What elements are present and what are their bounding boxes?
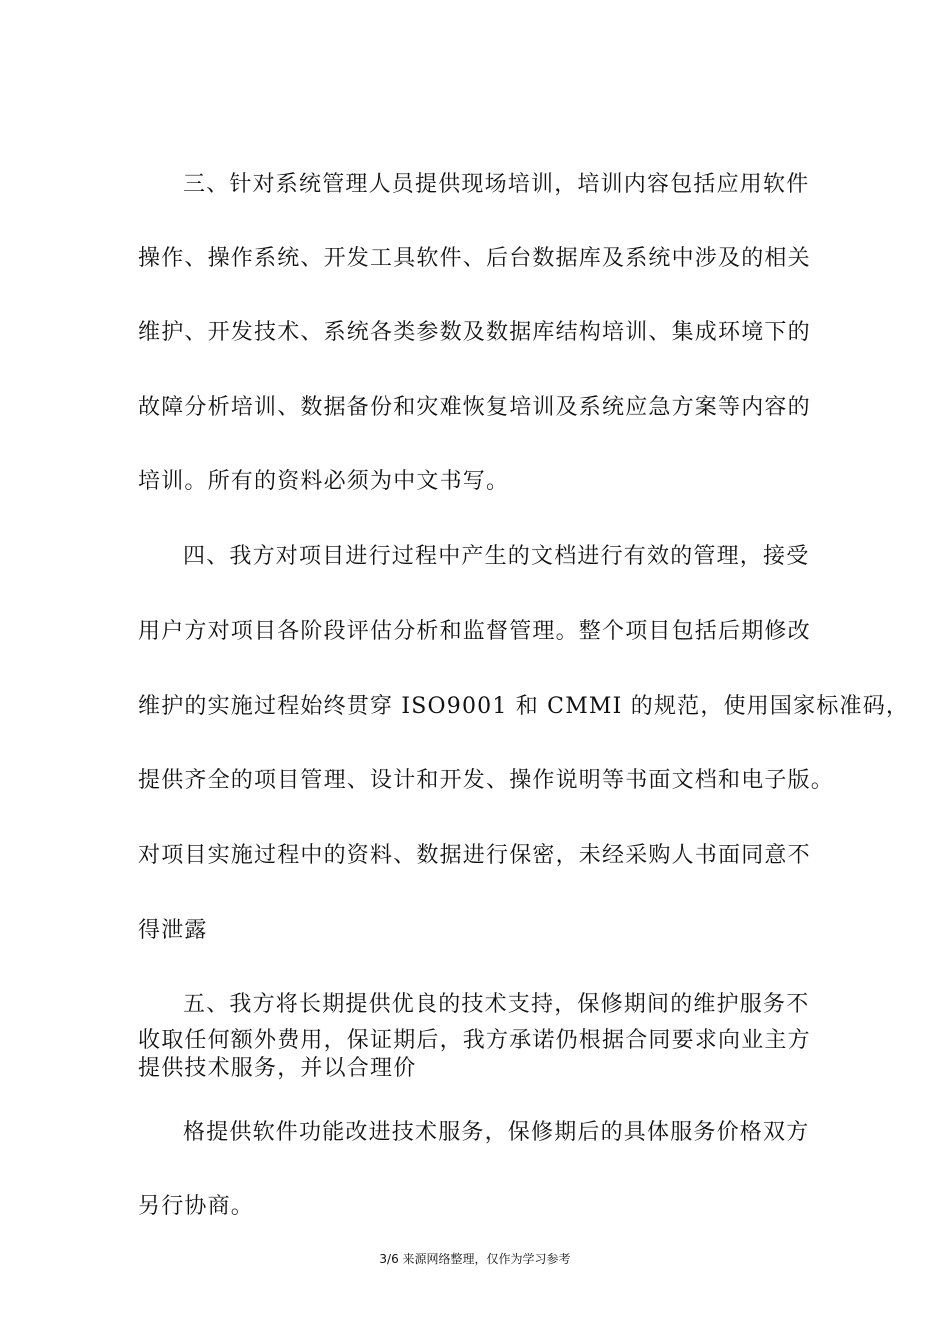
paragraph-5-line-2: 收取任何额外费用，保证期后，我方承诺仍根据合同要求向业主方 <box>138 1028 811 1053</box>
paragraph-4-line-4: 提供齐全的项目管理、设计和开发、操作说明等书面文档和电子版。 <box>138 768 835 793</box>
paragraph-4-line-6: 得泄露 <box>138 918 208 943</box>
paragraph-4-line-3: 维护的实施过程始终贯穿 ISO9001 和 CMMI 的规范，使用国家标准码， <box>138 694 910 719</box>
paragraph-5-line-3: 提供技术服务，并以合理价 <box>138 1056 417 1081</box>
paragraph-3-line-5: 培训。所有的资料必须为中文书写。 <box>138 469 510 494</box>
paragraph-3-line-4: 故障分析培训、数据备份和灾难恢复培训及系统应急方案等内容的 <box>138 395 811 420</box>
paragraph-4-line-2: 用户方对项目各阶段评估分析和监督管理。整个项目包括后期修改 <box>138 619 811 644</box>
paragraph-3-line-1: 三、针对系统管理人员提供现场培训，培训内容包括应用软件 <box>183 172 810 197</box>
paragraph-3-line-3: 维护、开发技术、系统各类参数及数据库结构培训、集成环境下的 <box>138 320 811 345</box>
paragraph-6-line-2: 另行协商。 <box>138 1194 255 1219</box>
paragraph-3-line-2: 操作、操作系统、开发工具软件、后台数据库及系统中涉及的相关 <box>138 246 811 271</box>
paragraph-4-line-5: 对项目实施过程中的资料、数据进行保密，未经采购人书面同意不 <box>138 843 811 868</box>
paragraph-6-line-1: 格提供软件功能改进技术服务，保修期后的具体服务价格双方 <box>183 1120 810 1145</box>
page-footer: 3/6 来源网络整理，仅作为学习参考 <box>379 1252 571 1266</box>
paragraph-4-line-1: 四、我方对项目进行过程中产生的文档进行有效的管理，接受 <box>183 544 810 569</box>
paragraph-5-line-1: 五、我方将长期提供优良的技术支持，保修期间的维护服务不 <box>183 992 810 1017</box>
